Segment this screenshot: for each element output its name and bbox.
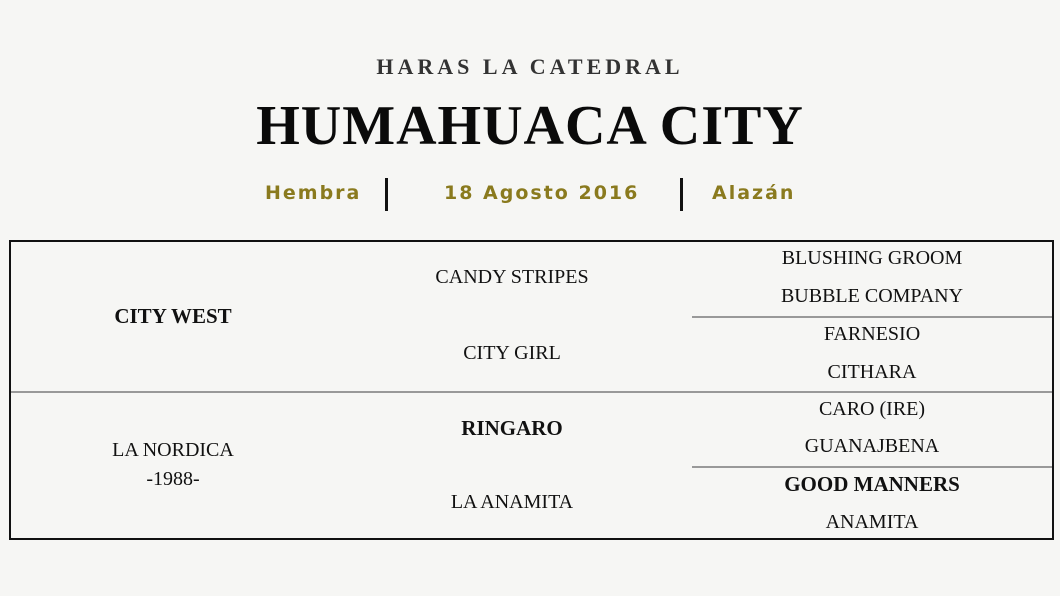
ancestor-gen3: GUANAJBENA xyxy=(804,435,940,457)
pedigree-table xyxy=(9,240,1054,540)
sire-name: CITY WEST xyxy=(114,304,232,328)
horse-info-bar xyxy=(0,178,1060,214)
coat-color: Alazán xyxy=(712,182,796,204)
birth-date: 18 Agosto 2016 xyxy=(444,182,640,204)
sex-label: Hembra xyxy=(265,182,362,204)
ancestor-gen3: ANAMITA xyxy=(825,511,919,533)
sire-dam-name: CITY GIRL xyxy=(463,342,561,364)
dam-name: LA NORDICA xyxy=(112,439,234,461)
info-separator xyxy=(680,178,683,211)
horse-name: HUMAHUACA CITY xyxy=(256,95,804,157)
ancestor-gen3: CARO (IRE) xyxy=(818,398,926,420)
ancestor-gen3: FARNESIO xyxy=(823,323,921,345)
pedigree-divider-lower xyxy=(692,466,1052,468)
dam-year: -1988- xyxy=(146,468,200,490)
dam-dam-name: LA ANAMITA xyxy=(450,491,574,513)
ancestor-gen3: BLUSHING GROOM xyxy=(781,247,963,269)
info-separator xyxy=(385,178,388,211)
dam-sire-name: RINGARO xyxy=(461,416,563,440)
ancestor-gen3: GOOD MANNERS xyxy=(784,472,960,496)
sire-sire-name: CANDY STRIPES xyxy=(435,266,589,288)
stud-name: HARAS LA CATEDRAL xyxy=(376,54,684,79)
pedigree-divider-main xyxy=(11,391,1052,393)
pedigree-divider-upper xyxy=(692,316,1052,318)
ancestor-gen3: CITHARA xyxy=(827,361,917,383)
ancestor-gen3: BUBBLE COMPANY xyxy=(780,285,964,307)
